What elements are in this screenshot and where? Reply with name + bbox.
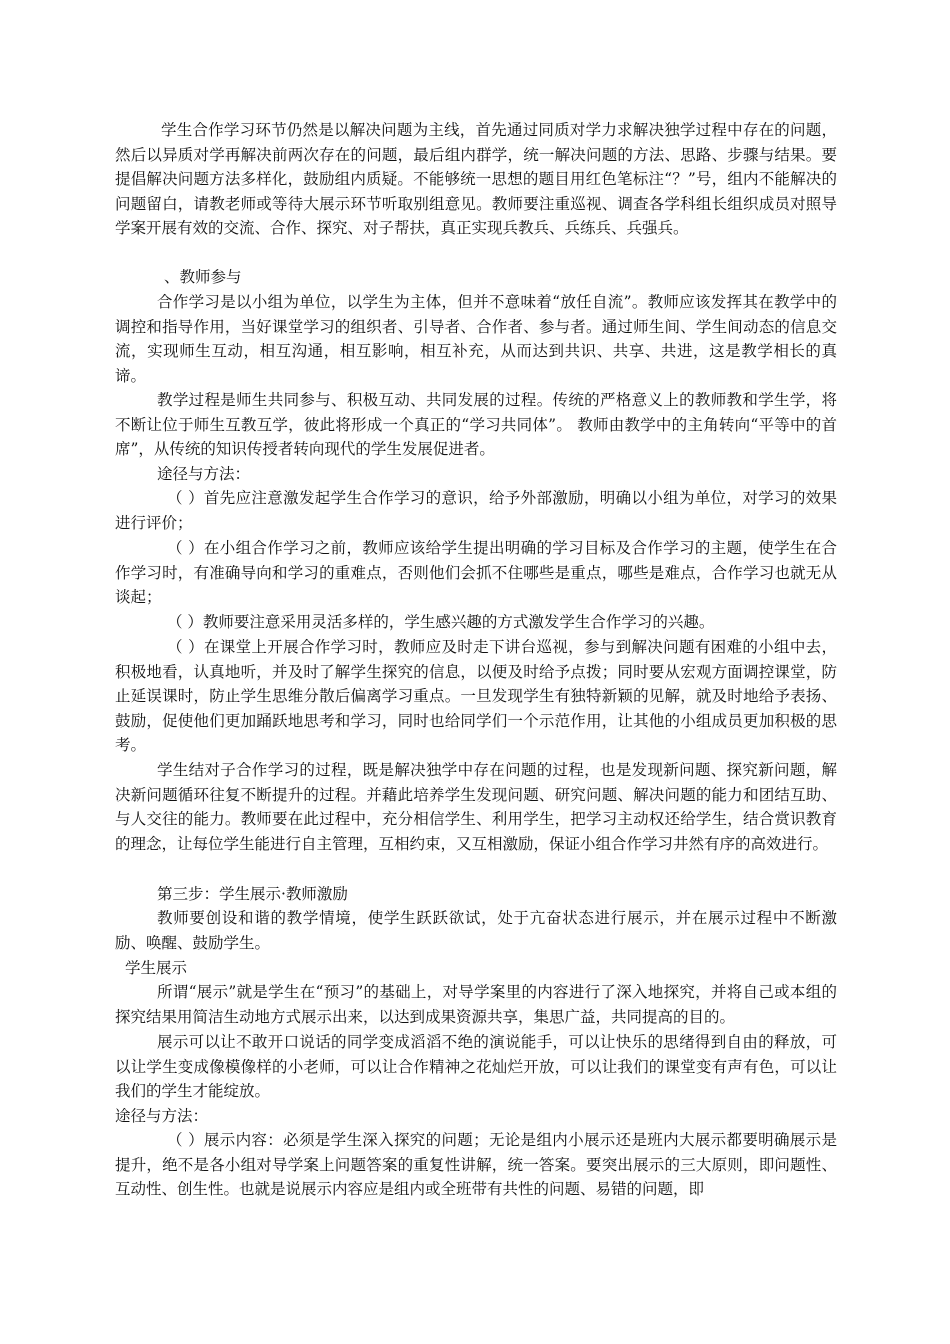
- list-item-3: （ ）教师要注意采用灵活多样的，学生感兴趣的方式激发学生合作学习的兴趣。: [167, 613, 715, 631]
- list-item-1: （ ）首先应注意激发起学生合作学习的意识，给予外部激励，明确以小组为单位，对学习的效果进行评价；: [115, 489, 837, 532]
- paragraph-teaching-situation: 教师要创设和谐的教学情境，使学生跃跃欲试，处于亢奋状态进行展示，并在展示过程中不断激励、唤醒、鼓励学生。: [115, 909, 837, 952]
- paragraph-cooperative-learning: 学生合作学习环节仍然是以解决问题为主线，首先通过同质对学力求解决独学过程中存在的问题，然后以异质对学再解决前两次存在的问题，最后组内群学，统一解决问题的方法、思路、步骤与结果。要提倡解决问题方法多样化，鼓励组内质疑。不能够统一思想的题目用红色笔标注“？”号，组内不能解决的问题留白，请教老师或等待大展示环节听取别组意见。教师要注重巡视、调查各学科组长组织成员对照导学案开展有效的交流、合作、探究、对子帮扶，真正实现兵教兵、兵练兵、兵强兵。: [115, 121, 837, 237]
- list-item-4: （ ）在课堂上开展合作学习时，教师应及时走下讲台巡视，参与到解决问题有困难的小组中去，积极地看，认真地听，并及时了解学生探究的信息，以便及时给予点拨；同时要从宏观方面调控课堂，防止延误课时，防止学生思维分散后偏离学习重点。一旦发现学生有独特新颖的见解，就及时地给予表扬、鼓励，促使他们更加踊跃地思考和学习，同时也给同学们一个示范作用，让其他的小组成员更加积极的思考。: [115, 638, 837, 754]
- heading-methods-2: 途径与方法：: [115, 1107, 209, 1125]
- list-item-presentation-content: （ ）展示内容：必须是学生深入探究的问题；无论是组内小展示还是班内大展示都要明确展示是提升，绝不是各小组对导学案上问题答案的重复性讲解，统一答案。要突出展示的三大原则，即问题性、互动性、创生性。也就是说展示内容应是组内或全班带有共性的问题、易错的问题，即: [115, 1131, 837, 1198]
- list-item-2: （ ）在小组合作学习之前，教师应该给学生提出明确的学习目标及合作学习的主题，使学生在合作学习时，有准确导向和学习的重难点，否则他们会抓不住哪些是重点，哪些是难点，合作学习也就无从谈起；: [115, 539, 837, 606]
- heading-student-presentation: 学生展示: [125, 959, 188, 977]
- heading-teacher-participation: 、教师参与: [164, 268, 242, 286]
- paragraph-pair-learning: 学生结对子合作学习的过程，既是解决独学中存在问题的过程，也是发现新问题、探究新问题，解决新问题循环往复不断提升的过程。并藉此培养学生发现问题、研究问题、解决问题的能力和团结互助、与人交往的能力。教师要在此过程中，充分相信学生、利用学生，把学习主动权还给学生，结合赏识教育的理念，让每位学生能进行自主管理，互相约束，又互相激励，保证小组合作学习井然有序的高效进行。: [115, 761, 837, 853]
- paragraph-presentation-definition: 所谓“展示”就是学生在“预习”的基础上，对导学案里的内容进行了深入地探究，并将自己或本组的探究结果用简洁生动地方式展示出来，以达到成果资源共享，集思广益，共同提高的目的。: [115, 983, 837, 1026]
- heading-methods-1: 途径与方法：: [157, 465, 251, 483]
- paragraph-presentation-benefits: 展示可以让不敢开口说话的同学变成滔滔不绝的演说能手，可以让快乐的思绪得到自由的释放，可以让学生变成像模像样的小老师，可以让合作精神之花灿烂开放，可以让我们的课堂变有声有色，可以让我们的学生才能绽放。: [115, 1033, 837, 1100]
- paragraph-teaching-process: 教学过程是师生共同参与、积极互动、共同发展的过程。传统的严格意义上的教师教和学生学，将不断让位于师生互教互学，彼此将形成一个真正的“学习共同体”。 教师由教学中的主角转向“平等中的首席”，从传统的知识传授者转向现代的学生发展促进者。: [115, 391, 837, 458]
- paragraph-group-unit: 合作学习是以小组为单位，以学生为主体，但并不意味着“放任自流”。教师应该发挥其在教学中的调控和指导作用，当好课堂学习的组织者、引导者、合作者、参与者。通过师生间、学生间动态的信息交流，实现师生互动，相互沟通，相互影响，相互补充，从而达到共识、共享、共进，这是教学相长的真谛。: [115, 293, 837, 385]
- heading-step-three: 第三步：学生展示·教师激励: [157, 885, 348, 903]
